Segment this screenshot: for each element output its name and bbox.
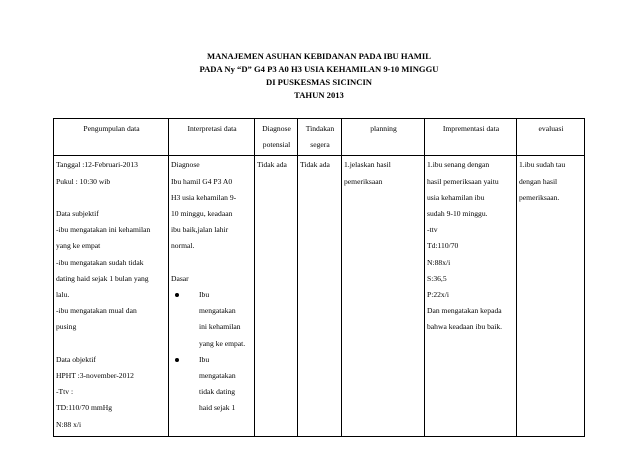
table-header-row (54, 119, 585, 156)
cell-imprementasi-data (425, 156, 517, 436)
bullet-line: yang ke empat. (199, 338, 246, 348)
title-line-2: PADA Ny “D” G4 P3 A0 H3 USIA KEHAMILAN 9-10 MINGGU (199, 64, 439, 74)
bullet-item: Ibu (171, 352, 253, 368)
impl-line: S:36,5 (427, 273, 447, 283)
impl-line: -ttv (427, 225, 438, 235)
impl-line: hasil pemeriksaan yaitu (427, 176, 499, 186)
impl-line: Td:110/70 (427, 241, 459, 251)
data-objektif-heading: Data objektif (56, 354, 96, 364)
planning-line: 1.jelaskan hasil (344, 160, 391, 170)
diagnose-line: ibu baik,jalan lahir (171, 225, 229, 235)
header-evaluasi: evaluasi (517, 119, 585, 156)
evaluasi-line: 1.ibu sudah tau (519, 160, 566, 170)
title-line-3: DI PUSKESMAS SICINCIN (265, 77, 372, 87)
bullet-line: mengatakan (199, 306, 236, 316)
bullet-line: haid sejak 1 (199, 403, 236, 413)
diagnose-line: normal. (171, 241, 195, 251)
impl-line: N:88x/i (427, 257, 451, 267)
subjektif-line: -ibu mengatakan ini kehamilan (56, 225, 151, 235)
asuhan-table (53, 118, 585, 437)
bullet-item: Ibu (171, 287, 253, 303)
table-row (54, 156, 585, 436)
header-interpretasi-data: Interpretasi data (169, 119, 255, 156)
td-text: TD:110/70 mmHg (56, 403, 113, 413)
bullet-line: tidak dating (199, 387, 236, 397)
impl-line: Dan mengatakan kepada (427, 306, 502, 316)
title-line-4: TAHUN 2013 (294, 90, 344, 100)
tanggal-text: Tanggal :12-Februari-2013 (56, 160, 138, 170)
subjektif-line: -ibu mengatakan mual dan (56, 306, 137, 316)
header-planning: planning (342, 119, 425, 156)
impl-line: usia kehamilan ibu (427, 192, 485, 202)
nadi-text: N:88 x/i (56, 419, 82, 429)
impl-line: bahwa keadaan ibu baik. (427, 322, 503, 332)
evaluasi-line: pemeriksaan. (519, 192, 560, 202)
title-line-1: MANAJEMEN ASUHAN KEBIDANAN PADA IBU HAMIL (206, 51, 431, 61)
diagnose-line: H3 usia kehamilan 9- (171, 192, 237, 202)
impl-line: 1.ibu senang dengan (427, 160, 490, 170)
cell-planning (342, 156, 425, 436)
subjektif-line: -ibu mengatakan sudah tidak (56, 257, 144, 267)
ttv-text: -Ttv : (56, 387, 74, 397)
evaluasi-line: dengan hasil (519, 176, 558, 186)
pukul-text: Pukul : 10:30 wib (56, 176, 111, 186)
bullet-dot-icon (175, 293, 179, 297)
diagnose-line: 10 minggu, keadaan (171, 209, 233, 219)
bullet-line: ini kehamilan (199, 322, 241, 332)
planning-line: pemeriksaan (344, 176, 383, 186)
header-diagnose-potensial: Diagnose potensial (255, 119, 298, 156)
dasar-heading: Dasar (171, 273, 189, 283)
cell-diagnose-potensial: Tidak ada (255, 156, 298, 436)
header-tindakan-segera: Tindakan segera (298, 119, 342, 156)
header-imprementasi-data: Imprementasi data (425, 119, 517, 156)
cell-evaluasi (517, 156, 585, 436)
subjektif-line: lalu. (56, 290, 70, 300)
bullet-dot-icon (175, 358, 179, 362)
header-pengumpulan-data: Pengumpulan data (54, 119, 169, 156)
data-subjektif-heading: Data subjektif (56, 209, 99, 218)
subjektif-line: dating haid sejak 1 bulan yang (56, 273, 149, 283)
subjektif-line: yang ke empat (56, 241, 101, 251)
document-title (0, 50, 638, 102)
hpht-text: HPHT :3-november-2012 (56, 371, 134, 381)
cell-interpretasi-data (169, 156, 255, 436)
cell-pengumpulan-data (54, 156, 169, 436)
impl-line: P:22x/i (427, 290, 449, 300)
diagnose-heading: Diagnose (171, 160, 200, 170)
impl-line: sudah 9-10 minggu. (427, 209, 488, 219)
cell-tindakan-segera: Tidak ada (298, 156, 342, 436)
diagnose-line: Ibu hamil G4 P3 A0 (171, 176, 233, 186)
subjektif-line: pusing (56, 322, 77, 332)
bullet-line: mengatakan (199, 371, 236, 381)
